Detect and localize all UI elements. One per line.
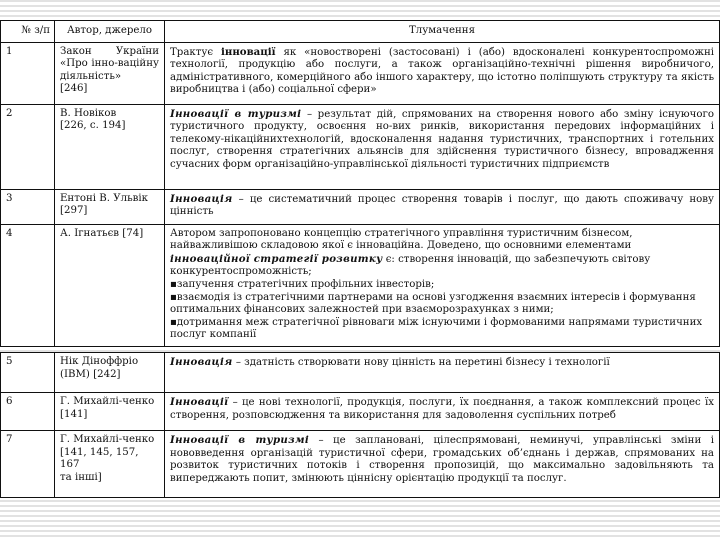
table-row bbox=[1, 353, 720, 393]
table-header-row bbox=[1, 21, 720, 43]
table-row bbox=[1, 393, 720, 431]
definition-term: Інновація bbox=[170, 192, 233, 205]
author-line: [297] bbox=[60, 205, 88, 217]
header-number: № з/п bbox=[1, 21, 55, 43]
row-author bbox=[55, 104, 165, 189]
author-line: А. Ігнатьєв [74] bbox=[60, 227, 144, 239]
row-definition bbox=[165, 42, 720, 104]
author-line: [141, 145, 157, 167 bbox=[60, 446, 139, 471]
row-number: 6 bbox=[1, 393, 55, 431]
definition-text: – це систематичний процес створення товарів і послуг, що дають споживачу нову цінність bbox=[170, 193, 714, 218]
author-line: [246] bbox=[60, 83, 88, 95]
definition-term: Інновація bbox=[170, 356, 233, 368]
row-author bbox=[55, 189, 165, 224]
row-author bbox=[55, 393, 165, 431]
row-author bbox=[55, 353, 165, 393]
row-definition bbox=[165, 104, 720, 189]
definition-term: інновації bbox=[221, 45, 276, 58]
definition-text: – це заплановані, цілеспрямовані, неминучі, управлінські зміни і нововведення організацій туристичної сфери, громадських об’єднань і держав, спрямованих на розвиток туристичних потоків і створення пропозицій, що максимально задовільняють та випереджають попит, змінюють ціннісну орієнтацію продукції та послуг. bbox=[170, 435, 714, 484]
author-line: та інші] bbox=[60, 471, 102, 483]
header-author: Автор, джерело bbox=[55, 21, 165, 43]
row-author bbox=[55, 431, 165, 498]
definition-intro: Автором запропоновано концепцію стратегічного управління туристичним бізнесом, найважливішою складовою якої є інноваційна. Доведено, що основними елементами bbox=[170, 227, 633, 252]
table-row bbox=[1, 189, 720, 224]
row-definition bbox=[165, 224, 720, 346]
row-number: 2 bbox=[1, 104, 55, 189]
definition-prefix: Трактує bbox=[170, 46, 222, 58]
definition-text: – результат дій, спрямованих на створення нового або зміну існуючого туристичного продукту, освоєння но-вих ринків, використання передових інформаційних і телекому-нікаційнихтехнологій, вдосконалення надання туристичних, транспортних і готельних послуг, створення стратегічних альянсів для здійснення туристичного бізнесу, впровадження сучасних форм організаційно-управлінської діяльності туристичних підприємств bbox=[170, 108, 714, 170]
author-line: (IBM) [242] bbox=[60, 368, 121, 380]
header-definition: Тлумачення bbox=[165, 21, 720, 43]
table-row bbox=[1, 224, 720, 346]
row-number: 4 bbox=[1, 224, 55, 346]
definition-term: Інновації bbox=[170, 396, 229, 408]
bullet-item: ▪дотримання меж стратегічної рівноваги між існуючими і формованими напрямами туристичних послуг компанії bbox=[170, 316, 703, 341]
row-number: 1 bbox=[1, 42, 55, 104]
definition-term: Інновації в туризмі bbox=[170, 107, 302, 120]
row-number: 3 bbox=[1, 189, 55, 224]
author-line: Г. Михайлі-ченко bbox=[60, 396, 155, 407]
author-line: Ентоні В. Ульвік bbox=[60, 192, 148, 204]
row-definition bbox=[165, 431, 720, 498]
row-number: 5 bbox=[1, 353, 55, 393]
table-row bbox=[1, 42, 720, 104]
author-line: Г. Михайлі-ченко bbox=[60, 434, 155, 445]
bullet-item: ▪взаємодія із стратегічними партнерами на основі узгодження взаємних інтересів і формування оптимальних фінансових залежностей при взаєморозрахунках з ними; bbox=[170, 291, 696, 316]
table-row bbox=[1, 104, 720, 189]
row-number: 7 bbox=[1, 431, 55, 498]
row-author bbox=[55, 224, 165, 346]
author-line: [226, с. 194] bbox=[60, 120, 126, 132]
definition-text: – здатність створювати нову цінність на перетині бізнесу і технології bbox=[232, 357, 610, 368]
definition-term: Інновації в туризмі bbox=[170, 434, 310, 446]
innovation-definitions-table bbox=[0, 20, 720, 347]
author-line: Нік Діноффріо bbox=[60, 356, 139, 367]
author-line: Закон України «Про інно-ваційну діяльність» bbox=[60, 45, 159, 82]
row-definition bbox=[165, 393, 720, 431]
definition-text: – це нові технології, продукція, послуги, їх поєднання, а також комплексний процес їх створення, розповсюдження та використання для задоволення суспільних потреб bbox=[170, 397, 714, 421]
definition-term: інноваційної стратегії розвитку bbox=[170, 252, 383, 265]
author-line: [141] bbox=[60, 408, 88, 420]
row-definition bbox=[165, 353, 720, 393]
row-author bbox=[55, 42, 165, 104]
table-row bbox=[1, 431, 720, 498]
definition-intro-end: є: створення інновацій, що забезпечують світову конкурентоспроможність; bbox=[170, 253, 651, 278]
innovation-definitions-table-continued bbox=[0, 352, 720, 498]
author-line: В. Новіков bbox=[60, 107, 117, 119]
definition-text: як «новостворені (застосовані) і (або) вдосконалені конкурентоспроможні технології, продукцію або послуги, а також організаційно-технічні рішення виробничого, адміністративного, комерційного або іншого характеру, що істотно поліпшують структуру та якість виробництва і (або) соціальної сфери» bbox=[170, 46, 714, 96]
row-definition bbox=[165, 189, 720, 224]
bullet-item: ▪запучення стратегічних профільних інвесторів; bbox=[170, 278, 435, 290]
